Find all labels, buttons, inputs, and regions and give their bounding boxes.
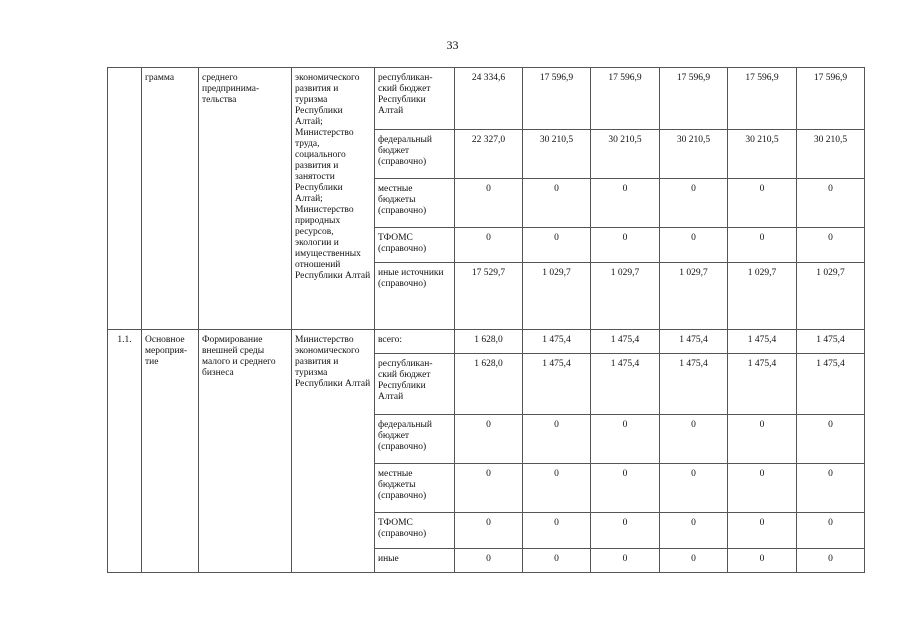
program-name-cell: Формирование внешней среды малого и среднего бизнеса — [199, 330, 292, 573]
value-cell: 30 210,5 — [523, 130, 591, 179]
value-cell: 17 596,9 — [523, 68, 591, 130]
value-cell: 1 475,4 — [591, 354, 660, 415]
funding-source-cell: местные бюджеты (справочно) — [375, 179, 455, 228]
value-cell: 0 — [797, 549, 865, 573]
funding-source-cell: иные — [375, 549, 455, 573]
executor-cell: Министерство экономического развития и туризма Республики Алтай — [292, 330, 375, 573]
value-cell: 0 — [523, 549, 591, 573]
value-cell: 0 — [591, 415, 660, 464]
value-cell: 0 — [455, 228, 523, 263]
value-cell: 0 — [455, 415, 523, 464]
value-cell: 1 475,4 — [797, 330, 865, 354]
value-cell: 0 — [591, 464, 660, 513]
value-cell: 30 210,5 — [728, 130, 797, 179]
budget-table-body — [108, 68, 865, 573]
funding-source-cell: республикан-ский бюджет Республики Алтай — [375, 354, 455, 415]
value-cell: 1 475,4 — [523, 330, 591, 354]
value-cell: 0 — [591, 228, 660, 263]
table-row — [108, 330, 865, 354]
funding-source-cell: республикан-ский бюджет Республики Алтай — [375, 68, 455, 130]
value-cell: 0 — [660, 549, 728, 573]
value-cell: 1 029,7 — [591, 263, 660, 330]
value-cell: 0 — [455, 464, 523, 513]
value-cell: 0 — [728, 513, 797, 549]
value-cell: 30 210,5 — [797, 130, 865, 179]
program-name-cell: среднего предпринима-тельства — [199, 68, 292, 330]
value-cell: 1 029,7 — [523, 263, 591, 330]
value-cell: 1 475,4 — [660, 330, 728, 354]
value-cell: 1 475,4 — [728, 354, 797, 415]
value-cell: 0 — [797, 228, 865, 263]
funding-source-cell: ТФОМС (справочно) — [375, 228, 455, 263]
program-kind-cell: Основное мероприя-тие — [142, 330, 199, 573]
budget-table — [107, 67, 865, 573]
value-cell: 0 — [728, 415, 797, 464]
value-cell: 1 029,7 — [660, 263, 728, 330]
value-cell: 0 — [660, 415, 728, 464]
value-cell: 0 — [660, 228, 728, 263]
page-number: 33 — [446, 38, 459, 52]
value-cell: 1 475,4 — [660, 354, 728, 415]
value-cell: 1 029,7 — [797, 263, 865, 330]
funding-source-cell: ТФОМС (справочно) — [375, 513, 455, 549]
value-cell: 0 — [591, 549, 660, 573]
value-cell: 17 596,9 — [660, 68, 728, 130]
funding-source-cell: федеральный бюджет (справочно) — [375, 130, 455, 179]
value-cell: 0 — [523, 415, 591, 464]
value-cell: 0 — [455, 549, 523, 573]
value-cell: 0 — [728, 228, 797, 263]
value-cell: 22 327,0 — [455, 130, 523, 179]
value-cell: 0 — [523, 228, 591, 263]
funding-source-cell: местные бюджеты (справочно) — [375, 464, 455, 513]
value-cell: 1 475,4 — [523, 354, 591, 415]
value-cell: 24 334,6 — [455, 68, 523, 130]
value-cell: 0 — [455, 179, 523, 228]
value-cell: 0 — [523, 464, 591, 513]
funding-source-cell: всего: — [375, 330, 455, 354]
value-cell: 1 628,0 — [455, 354, 523, 415]
value-cell: 0 — [591, 179, 660, 228]
value-cell: 0 — [728, 179, 797, 228]
value-cell: 17 529,7 — [455, 263, 523, 330]
value-cell: 1 029,7 — [728, 263, 797, 330]
value-cell: 0 — [660, 513, 728, 549]
value-cell: 1 628,0 — [455, 330, 523, 354]
value-cell: 0 — [523, 179, 591, 228]
value-cell: 0 — [797, 415, 865, 464]
funding-source-cell: федеральный бюджет (справочно) — [375, 415, 455, 464]
value-cell: 1 475,4 — [591, 330, 660, 354]
value-cell: 0 — [523, 513, 591, 549]
value-cell: 0 — [660, 179, 728, 228]
value-cell: 0 — [728, 464, 797, 513]
executor-cell: экономического развития и туризма Республики Алтай; Министерство труда, социального развития и занятости Республики Алтай; Министерство природных ресурсов, экологии и имущественных отношений Республики Алтай — [292, 68, 375, 330]
value-cell: 17 596,9 — [728, 68, 797, 130]
program-kind-cell: грамма — [142, 68, 199, 330]
value-cell: 17 596,9 — [591, 68, 660, 130]
value-cell: 0 — [728, 549, 797, 573]
value-cell: 0 — [797, 464, 865, 513]
row-number-cell — [108, 68, 142, 330]
value-cell: 17 596,9 — [797, 68, 865, 130]
value-cell: 30 210,5 — [660, 130, 728, 179]
value-cell: 0 — [797, 179, 865, 228]
value-cell: 1 475,4 — [797, 354, 865, 415]
value-cell: 0 — [455, 513, 523, 549]
value-cell: 1 475,4 — [728, 330, 797, 354]
value-cell: 0 — [797, 513, 865, 549]
value-cell: 0 — [660, 464, 728, 513]
funding-source-cell: иные источники (справочно) — [375, 263, 455, 330]
value-cell: 0 — [591, 513, 660, 549]
row-number-cell: 1.1. — [108, 330, 142, 573]
table-row — [108, 68, 865, 130]
value-cell: 30 210,5 — [591, 130, 660, 179]
